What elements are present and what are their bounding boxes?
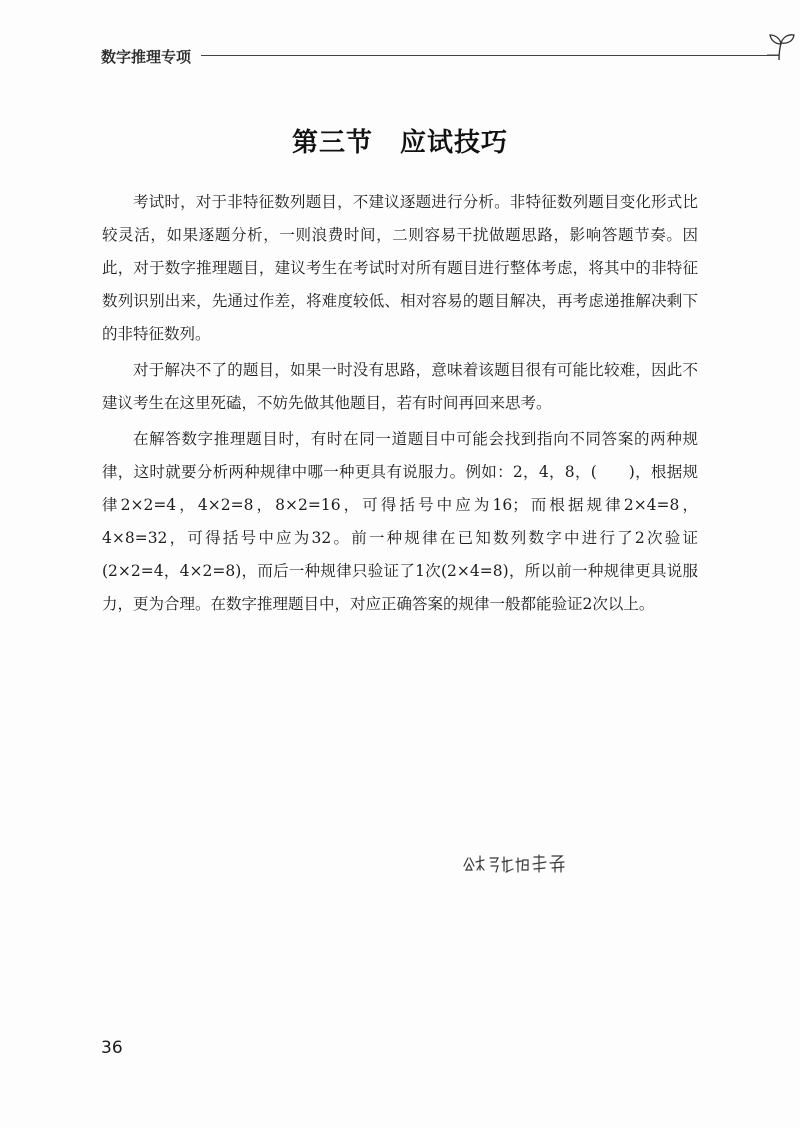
- running-header-title: 数字推理专项: [101, 48, 192, 66]
- page-number: 36: [101, 1038, 123, 1058]
- paragraph-1: 考试时，对于非特征数列题目，不建议逐题进行分析。非特征数列题目变化形式比较灵活，如果逐题分析，一则浪费时间，二则容易干扰做题思路，影响答题节奏。因此，对于数字推理题目，建议考生在考试时对所有题目进行整体考虑，将其中的非特征数列识别出来，先通过作差，将难度较低、相对容易的题目解决，再考虑递推解决剩下的非特征数列。: [102, 193, 698, 343]
- paragraph-2: 对于解决不了的题目，如果一时没有思路，意味着该题目很有可能比较难，因此不建议考生在这里死磕，不妨先做其他题目，若有时间再回来思考。: [102, 361, 698, 412]
- handwritten-signature: [460, 848, 580, 878]
- header-rule: [201, 55, 779, 56]
- body-text: [102, 186, 698, 624]
- sprout-icon: [765, 32, 797, 62]
- paragraph-3: 在解答数字推理题目时，有时在同一道题目中可能会找到指向不同答案的两种规律，这时就要分析两种规律中哪一种更具有说服力。例如：2，4，8，( )，根据规律2×2=4，4×2=8，8×2=16，可得括号中应为16；而根据规律2×4=8，4×8=32，可得括号中应为32。前一种规律在已知数列数字中进行了2次验证(2×2=4，4×2=8)，而后一种规律只验证了1次(2×4=8)，所以前一种规律更具说服力，更为合理。在数字推理题目中，对应正确答案的规律一般都能验证2次以上。: [102, 430, 698, 613]
- running-header: [101, 40, 701, 70]
- section-title: 第三节 应试技巧: [291, 128, 508, 158]
